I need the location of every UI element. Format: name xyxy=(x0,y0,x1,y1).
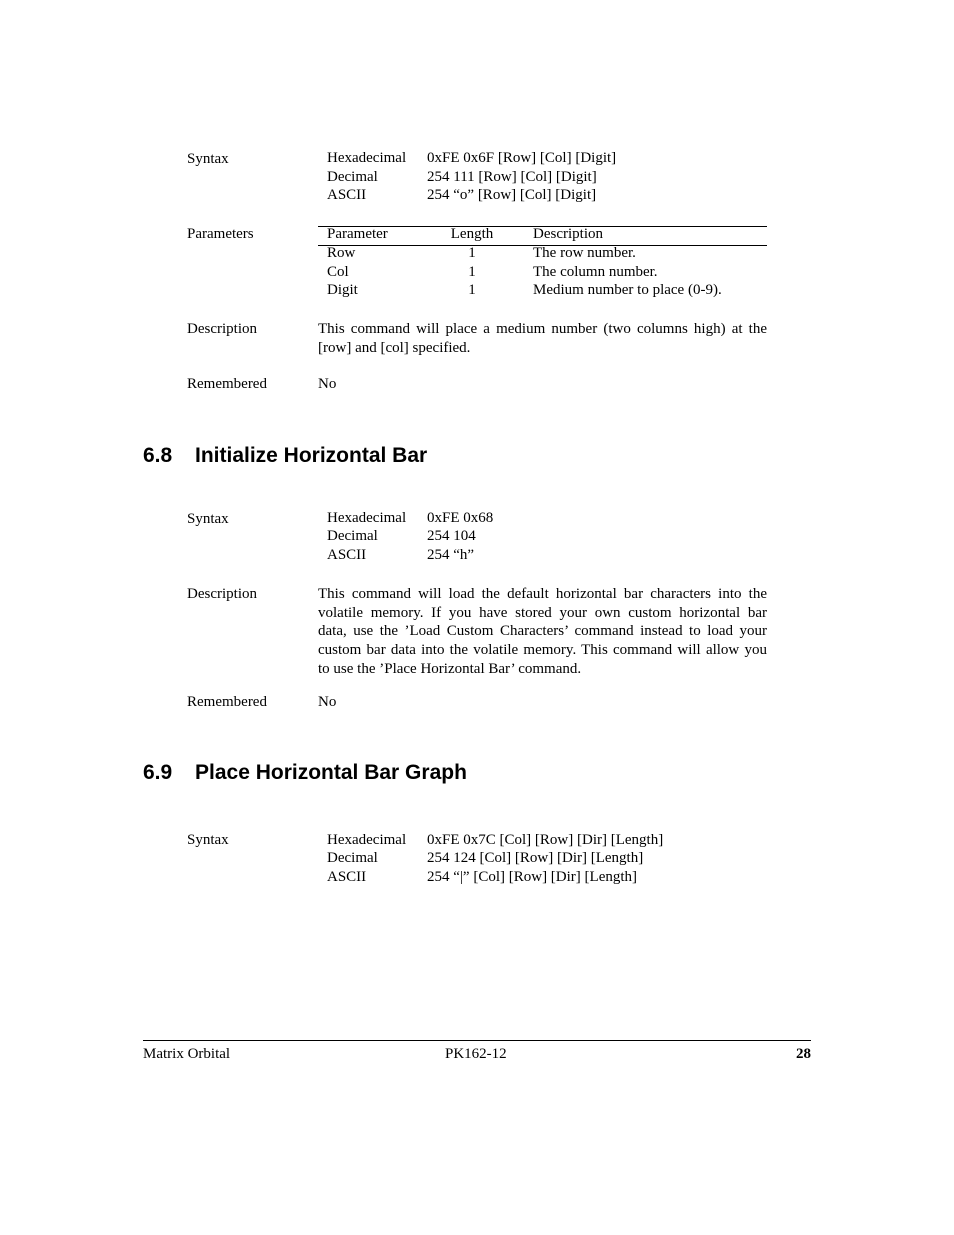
syntax-key-ascii: ASCII xyxy=(327,869,367,885)
syntax-label: Syntax xyxy=(187,151,229,167)
footer-rule xyxy=(143,1040,811,1041)
syntax-value-ascii: 254 “|” [Col] [Row] [Dir] [Length] xyxy=(427,869,638,885)
description-label: Description xyxy=(187,321,257,337)
description-line: This command will place a medium number (two columns high) at the xyxy=(318,321,767,337)
table-cell-param: Row xyxy=(327,245,356,261)
syntax-value-ascii: 254 “o” [Row] [Col] [Digit] xyxy=(427,187,597,203)
remembered-label: Remembered xyxy=(187,694,267,710)
table-header-parameter: Parameter xyxy=(327,226,388,242)
description-text xyxy=(318,585,767,678)
table-cell-param: Digit xyxy=(327,282,358,298)
section-number: 6.9 xyxy=(143,761,173,784)
syntax-key-hex: Hexadecimal xyxy=(327,510,407,526)
table-cell-description: Medium number to place (0-9). xyxy=(533,282,722,298)
section-title: Place Horizontal Bar Graph xyxy=(195,761,467,784)
table-cell-description: The row number. xyxy=(533,245,636,261)
syntax-key-ascii: ASCII xyxy=(327,547,367,563)
remembered-value: No xyxy=(318,694,337,710)
description-text xyxy=(318,320,767,357)
remembered-value: No xyxy=(318,376,337,392)
table-cell-description: The column number. xyxy=(533,264,658,280)
syntax-value-hex: 0xFE 0x6F [Row] [Col] [Digit] xyxy=(427,150,617,166)
syntax-value-ascii: 254 “h” xyxy=(427,547,475,563)
table-header-length: Length xyxy=(450,226,494,242)
section-heading xyxy=(143,443,427,469)
table-cell-length: 1 xyxy=(468,282,476,298)
syntax-key-hex: Hexadecimal xyxy=(327,832,407,848)
section-title: Initialize Horizontal Bar xyxy=(195,444,428,467)
syntax-value-hex: 0xFE 0x68 xyxy=(427,510,494,526)
table-header-description: Description xyxy=(533,226,603,242)
description-label: Description xyxy=(187,586,257,602)
description-line: volatile memory. If you have stored your own custom horizontal bar xyxy=(318,604,767,621)
table-cell-length: 1 xyxy=(468,245,476,261)
table-cell-param: Col xyxy=(327,264,349,280)
syntax-key-dec: Decimal xyxy=(327,169,378,185)
section-heading xyxy=(143,760,467,786)
parameters-label: Parameters xyxy=(187,226,254,242)
description-line: custom bar data into the volatile memory. This command will allow you xyxy=(318,642,767,659)
table-cell-length: 1 xyxy=(468,264,476,280)
section-number: 6.8 xyxy=(143,444,173,467)
description-line: to use the ’Place Horizontal Bar’ command. xyxy=(318,660,582,677)
footer-company: Matrix Orbital xyxy=(143,1046,231,1062)
syntax-label: Syntax xyxy=(187,511,229,527)
footer-model: PK162-12 xyxy=(445,1046,507,1062)
description-line: [row] and [col] specified. xyxy=(318,339,471,356)
syntax-key-ascii: ASCII xyxy=(327,187,367,203)
description-line: This command will load the default horizontal bar characters into the xyxy=(318,586,767,602)
syntax-value-dec: 254 104 xyxy=(427,528,476,544)
syntax-value-dec: 254 124 [Col] [Row] [Dir] [Length] xyxy=(427,850,644,866)
syntax-key-dec: Decimal xyxy=(327,528,378,544)
syntax-key-hex: Hexadecimal xyxy=(327,150,407,166)
description-line: data, use the ’Load Custom Characters’ command instead to load your xyxy=(318,623,767,640)
remembered-label: Remembered xyxy=(187,376,267,392)
syntax-label: Syntax xyxy=(187,832,229,848)
syntax-key-dec: Decimal xyxy=(327,850,378,866)
syntax-value-dec: 254 111 [Row] [Col] [Digit] xyxy=(427,169,597,185)
page-number: 28 xyxy=(796,1046,811,1062)
syntax-value-hex: 0xFE 0x7C [Col] [Row] [Dir] [Length] xyxy=(427,832,664,848)
